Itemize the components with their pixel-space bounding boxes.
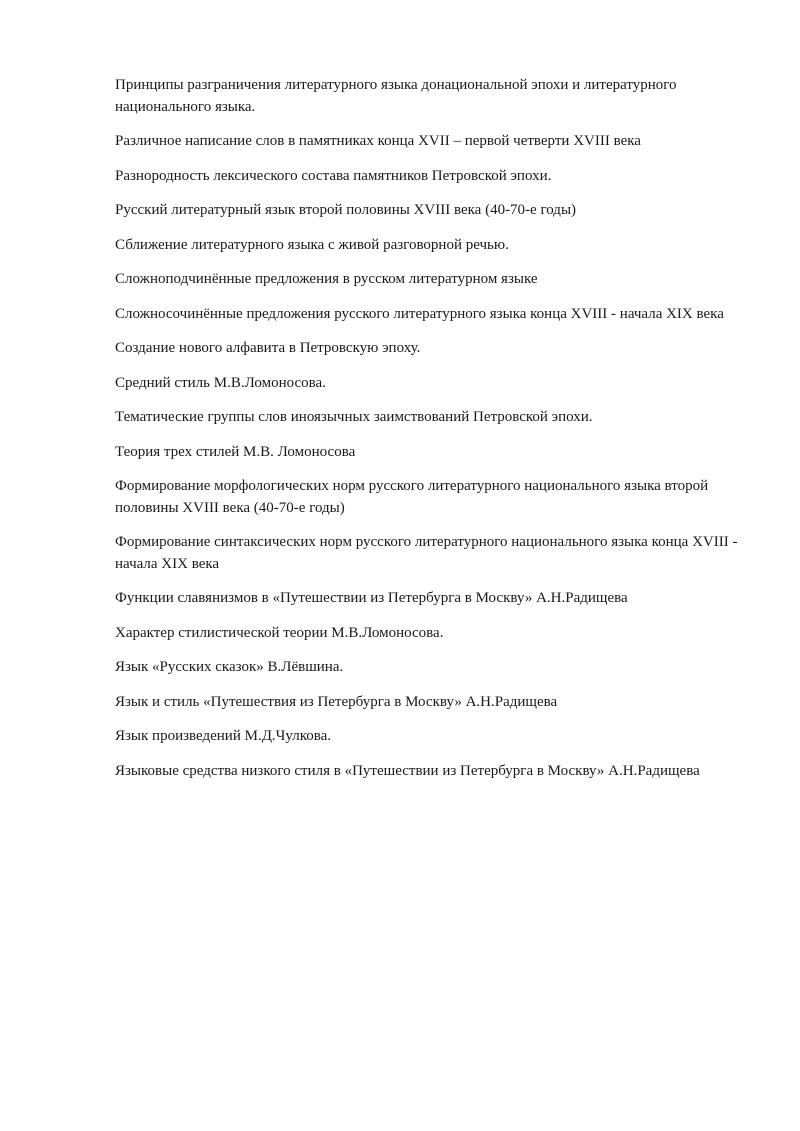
topic-item: Языковые средства низкого стиля в «Путешествии из Петербурга в Москву» А.Н.Радищева — [115, 762, 700, 779]
topic-item: Русский литературный язык второй половины XVIII века (40-70-е годы) — [115, 202, 577, 218]
topic-item: Сложноподчинённые предложения в русском литературном языке — [115, 271, 538, 287]
topic-item: Создание нового алфавита в Петровскую эпоху. — [115, 340, 421, 356]
topic-item: Формирование морфологических норм русского литературного национального языка второй половины XVIII века (40-70-е годы) — [115, 478, 709, 516]
topic-item: Характер стилистической теории М.В.Ломоносова. — [115, 624, 444, 641]
topic-item: Сближение литературного языка с живой разговорной речью. — [115, 236, 509, 253]
topic-item: Язык произведений М.Д.Чулкова. — [115, 728, 332, 744]
topic-item: Теория трех стилей М.В. Ломоносова — [115, 443, 356, 460]
topic-list — [115, 75, 748, 782]
topic-item: Различное написание слов в памятниках конца XVII – первой четверти XVIII века — [115, 133, 641, 149]
topic-item: Средний стиль М.В.Ломоносова. — [115, 374, 326, 391]
topic-item: Разнородность лексического состава памятников Петровской эпохи. — [115, 167, 552, 184]
topic-item: Язык «Русских сказок» В.Лёвшина. — [115, 659, 344, 675]
topic-item: Сложносочинённые предложения русского литературного языка конца XVIII - начала XIX века — [115, 305, 724, 322]
topic-item: Тематические группы слов иноязычных заимствований Петровской эпохи. — [115, 409, 593, 425]
topic-item: Язык и стиль «Путешествия из Петербурга в Москву» А.Н.Радищева — [115, 693, 558, 710]
topic-item: Принципы разграничения литературного языка донациональной эпохи и литературного национального языка. — [115, 77, 677, 115]
topic-item: Формирование синтаксических норм русского литературного национального языка конца XVIII - начала XIX века — [115, 534, 738, 572]
topic-item: Функции славянизмов в «Путешествии из Петербурга в Москву» А.Н.Радищева — [115, 590, 628, 606]
